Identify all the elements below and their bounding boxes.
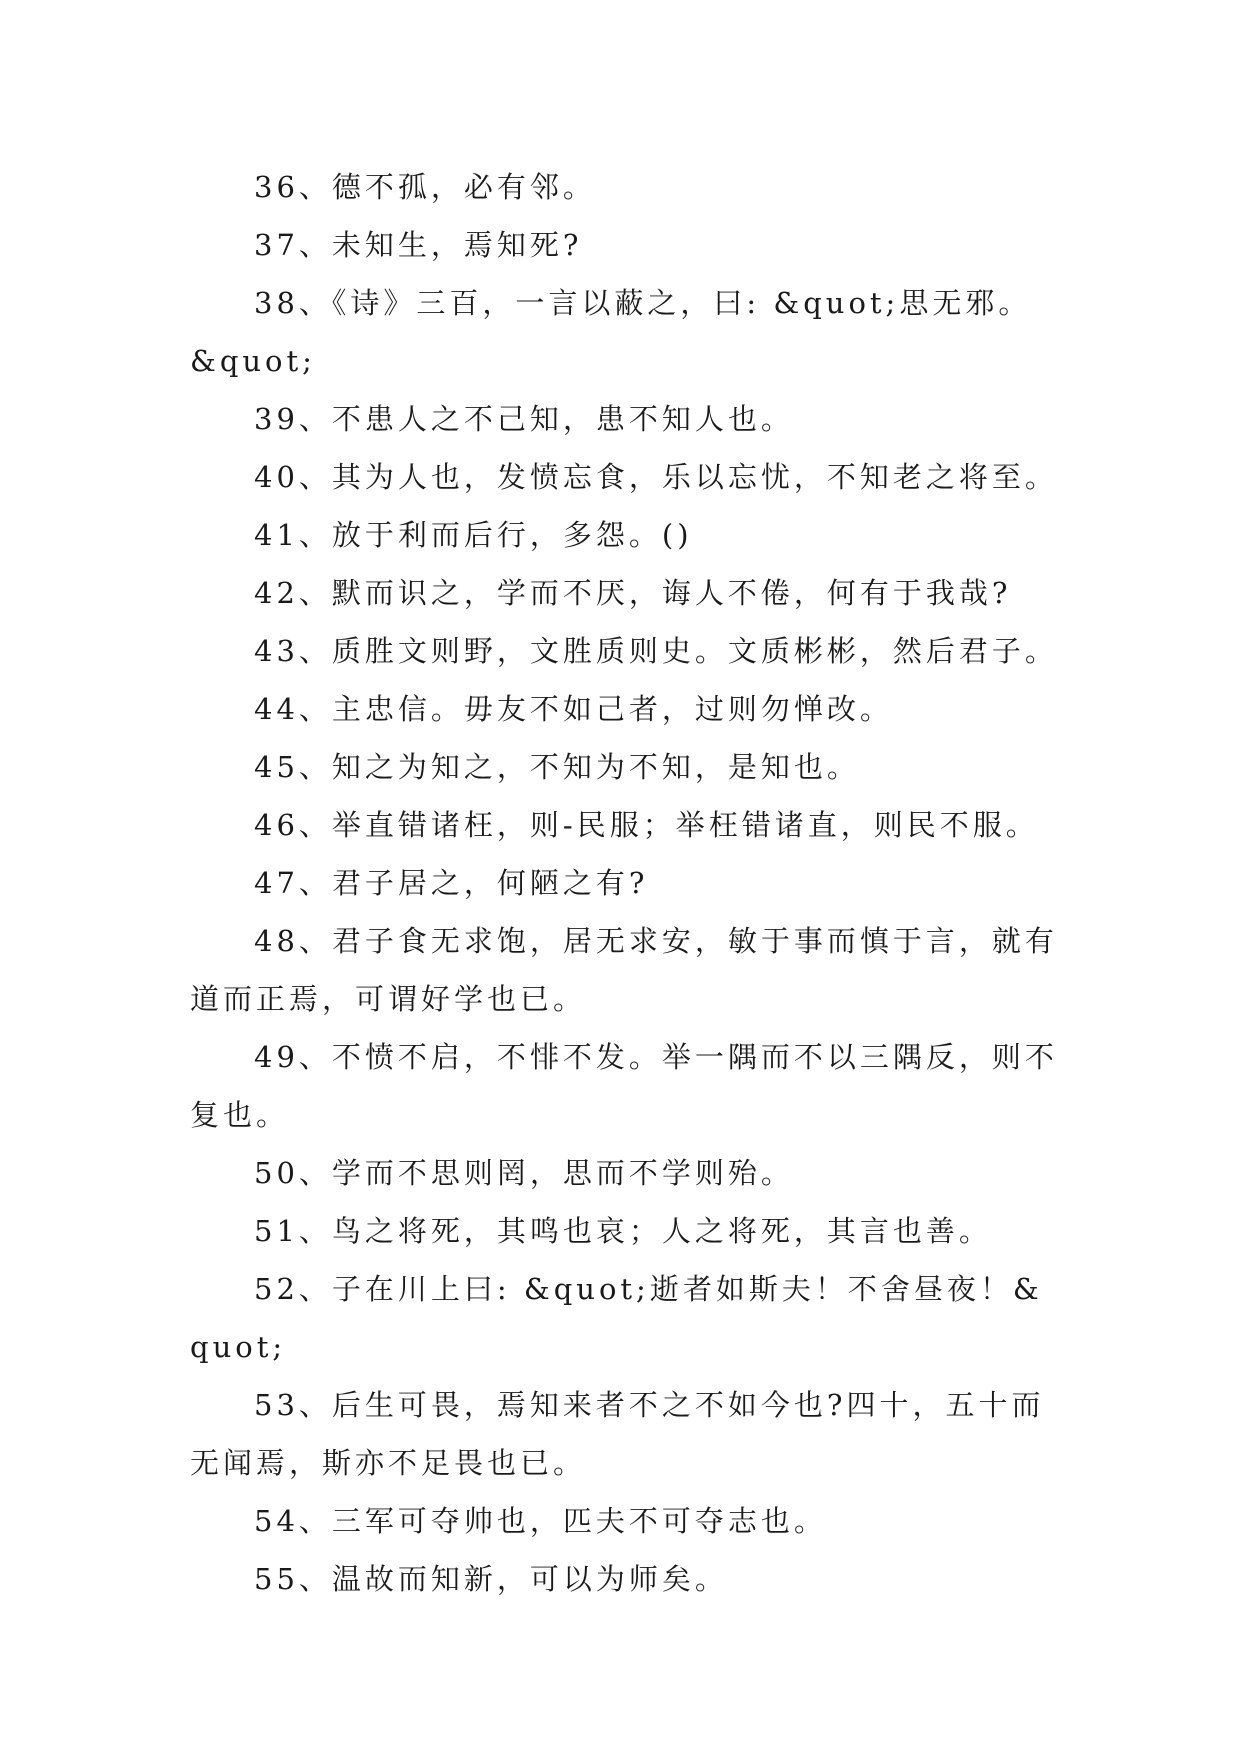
- quote-44: 44、主忠信。毋友不如己者，过则勿惮改。: [254, 692, 893, 726]
- quote-40: 40、其为人也，发愤忘食，乐以忘忧，不知老之将至。: [254, 460, 1058, 494]
- quote-51: 51、鸟之将死，其鸣也哀；人之将死，其言也善。: [254, 1214, 992, 1248]
- quote-list: [190, 158, 1060, 1608]
- quote-45: 45、知之为知之，不知为不知，是知也。: [254, 750, 860, 784]
- quote-53: 53、后生可畏，焉知来者不之不如今也?四十，五十而无闻焉，斯亦不足畏也已。: [190, 1388, 1045, 1480]
- quote-39: 39、不患人之不己知，患不知人也。: [254, 402, 794, 436]
- quote-38: 38、《诗》三百，一言以蔽之，曰: &quot;思无邪。&quot;: [190, 286, 1032, 378]
- quote-37: 37、未知生，焉知死?: [254, 228, 583, 262]
- quote-47: 47、君子居之，何陋之有?: [254, 866, 649, 900]
- quote-46: 46、举直错诸枉，则-民服；举枉错诸直，则民不服。: [254, 808, 1039, 842]
- quote-55: 55、温故而知新，可以为师矣。: [254, 1562, 728, 1596]
- quote-50: 50、学而不思则罔，思而不学则殆。: [254, 1156, 794, 1190]
- quote-49: 49、不愤不启，不悱不发。举一隅而不以三隅反，则不复也。: [190, 1040, 1058, 1132]
- quote-41: 41、放于利而后行，多怨。(): [254, 518, 693, 552]
- quote-54: 54、三军可夺帅也，匹夫不可夺志也。: [254, 1504, 827, 1538]
- quote-52: 52、子在川上曰: &quot;逝者如斯夫！不舍昼夜！&quot;: [190, 1272, 1043, 1364]
- quote-36: 36、德不孤，必有邻。: [254, 170, 596, 204]
- quote-43: 43、质胜文则野，文胜质则史。文质彬彬，然后君子。: [254, 634, 1058, 668]
- quote-48: 48、君子食无求饱，居无求安，敏于事而慎于言，就有道而正焉，可谓好学也已。: [190, 924, 1058, 1016]
- quote-42: 42、默而识之，学而不厌，诲人不倦，何有于我哉?: [254, 576, 1012, 610]
